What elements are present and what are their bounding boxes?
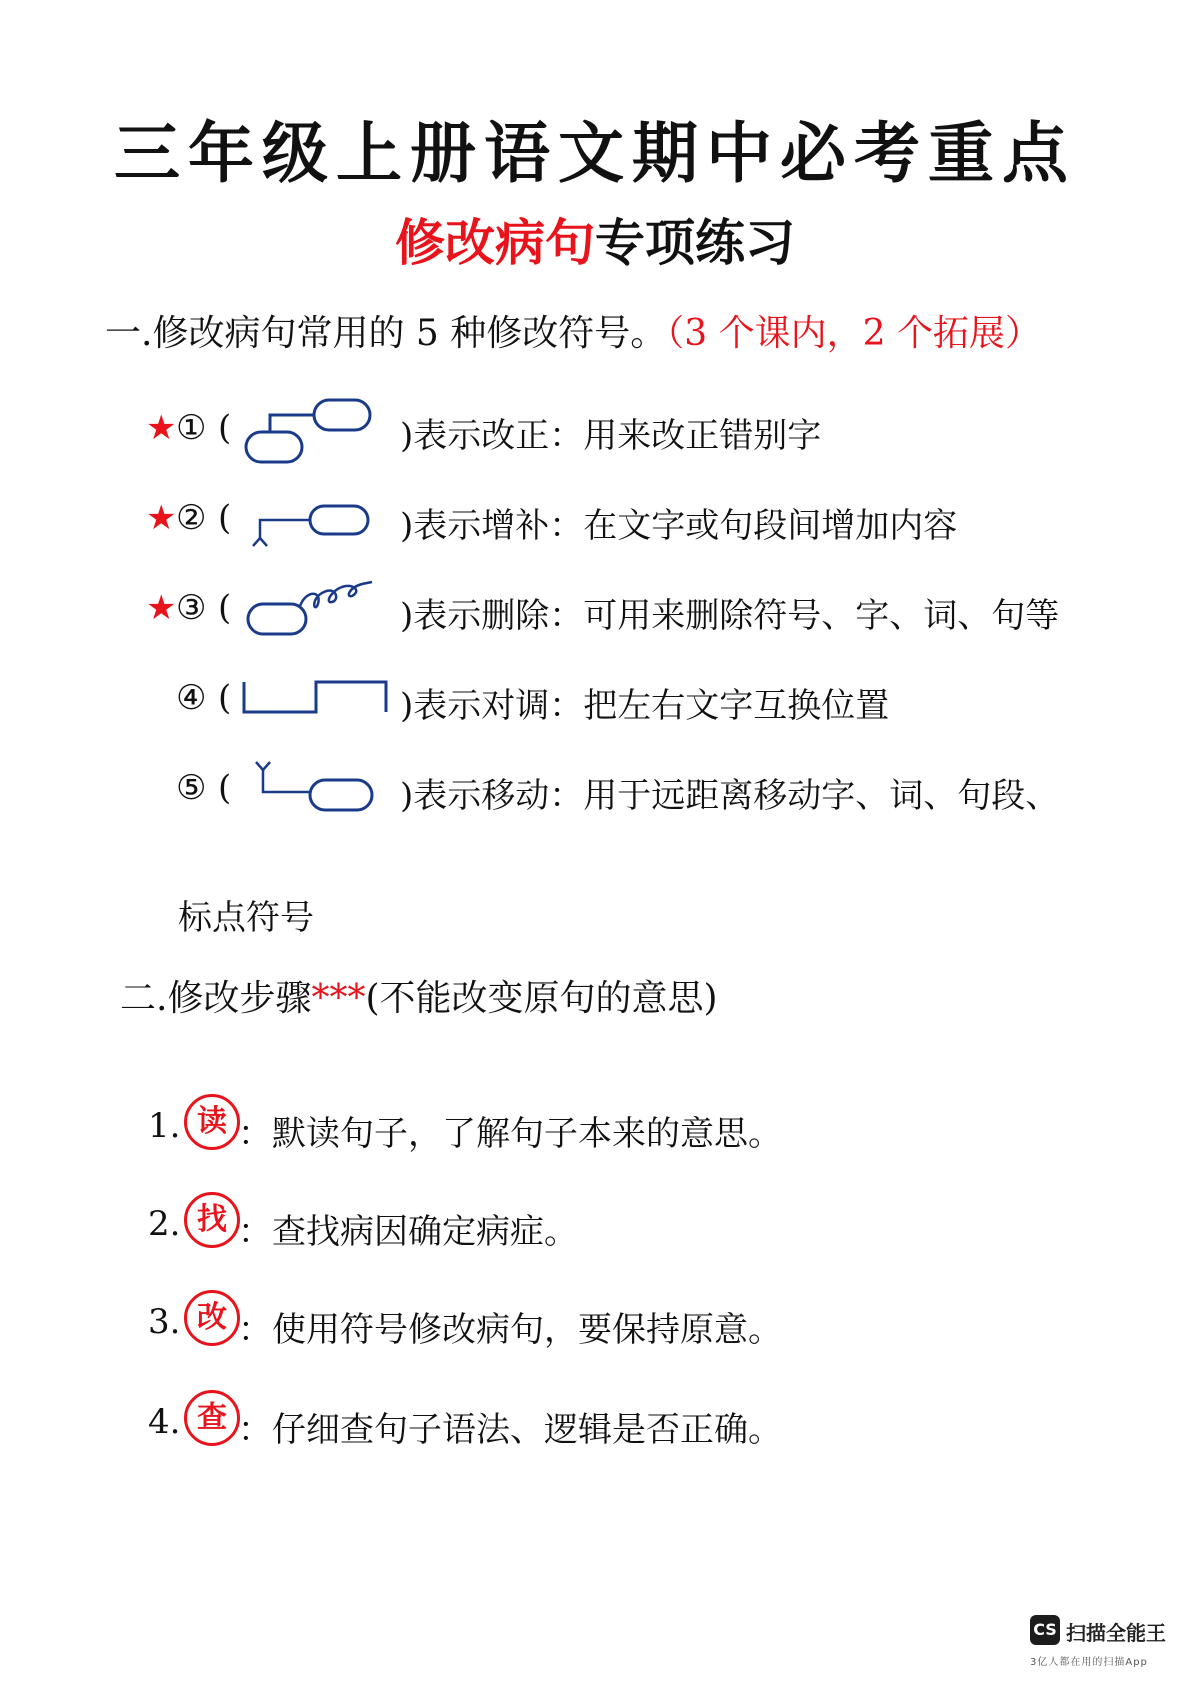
- step-item-2: [148, 1190, 1148, 1260]
- subtitle-highlight: 修改病句: [395, 214, 595, 272]
- step-seal: 找: [184, 1192, 240, 1248]
- symbol-description-continued: 标点符号: [178, 898, 314, 938]
- section2-heading: [120, 970, 718, 1021]
- step-number: 3.: [148, 1302, 181, 1342]
- step-number: 2.: [148, 1204, 181, 1244]
- paren-open: (: [218, 498, 232, 538]
- symbol-row-3: [0, 570, 1190, 650]
- step-number: 4.: [148, 1402, 181, 1442]
- insertion-symbol-icon: [240, 480, 400, 560]
- page-subtitle: [0, 203, 1190, 275]
- camscanner-watermark: [1030, 1615, 1170, 1675]
- paren-open: (: [218, 408, 232, 448]
- step-seal: 改: [184, 1290, 240, 1346]
- step-item-3: [148, 1288, 1148, 1358]
- star-icon: ★: [146, 498, 177, 538]
- symbol-row-1: [0, 390, 1190, 470]
- symbol-number: ①: [176, 408, 207, 448]
- symbol-number: ③: [176, 588, 207, 628]
- move-symbol-icon: [240, 750, 400, 830]
- step-text: ：仔细查句子语法、逻辑是否正确。: [238, 1410, 782, 1450]
- step-text: ：使用符号修改病句，要保持原意。: [238, 1310, 782, 1350]
- deletion-symbol-icon: [240, 570, 400, 650]
- camscanner-logo-icon: CS: [1030, 1615, 1060, 1645]
- step-item-1: [148, 1092, 1148, 1162]
- star-icon: ★: [146, 408, 177, 448]
- paren-open: (: [218, 768, 232, 808]
- section2-asterisks: ***: [311, 978, 366, 1019]
- symbol-description: )表示删除：可用来删除符号、字、词、句等: [400, 596, 1060, 636]
- section1-heading-text: 一.修改病句常用的 5 种修改符号。: [105, 313, 667, 354]
- page-title: 三年级上册语文期中必考重点: [114, 115, 1076, 192]
- paren-open: (: [218, 678, 232, 718]
- section1-note: （3 个课内，2 个拓展）: [666, 313, 1041, 354]
- symbol-number: ②: [176, 498, 207, 538]
- symbol-description: )表示移动：用于远距离移动字、词、句段、: [400, 776, 1060, 816]
- step-seal: 查: [184, 1390, 240, 1446]
- subtitle-rest: 专项练习: [595, 214, 795, 272]
- watermark-tagline: 3亿人都在用的扫描App: [1030, 1657, 1148, 1668]
- watermark-name: 扫描全能王: [1066, 1621, 1166, 1645]
- star-icon: ★: [146, 588, 177, 628]
- step-text: ：默读句子，了解句子本来的意思。: [238, 1114, 782, 1154]
- step-number: 1.: [148, 1106, 181, 1146]
- symbol-row-4: [0, 660, 1190, 740]
- step-seal: 读: [184, 1094, 240, 1150]
- step-item-4: [148, 1388, 1148, 1458]
- symbol-row-2: [0, 480, 1190, 560]
- section2-heading-text: 二.修改步骤: [120, 978, 312, 1019]
- symbol-description: )表示增补：在文字或句段间增加内容: [400, 506, 958, 546]
- correction-symbol-icon: [240, 390, 400, 470]
- symbol-number: ⑤: [176, 768, 207, 808]
- swap-symbol-icon: [240, 660, 400, 740]
- section2-heading-note: (不能改变原句的意思): [365, 978, 718, 1019]
- step-text: ：查找病因确定病症。: [238, 1212, 578, 1252]
- symbol-number: ④: [176, 678, 207, 718]
- symbol-description: )表示改正：用来改正错别字: [400, 416, 822, 456]
- section1-heading: [105, 305, 1041, 356]
- symbol-row-5: [0, 750, 1190, 830]
- symbol-description: )表示对调：把左右文字互换位置: [400, 686, 890, 726]
- paren-open: (: [218, 588, 232, 628]
